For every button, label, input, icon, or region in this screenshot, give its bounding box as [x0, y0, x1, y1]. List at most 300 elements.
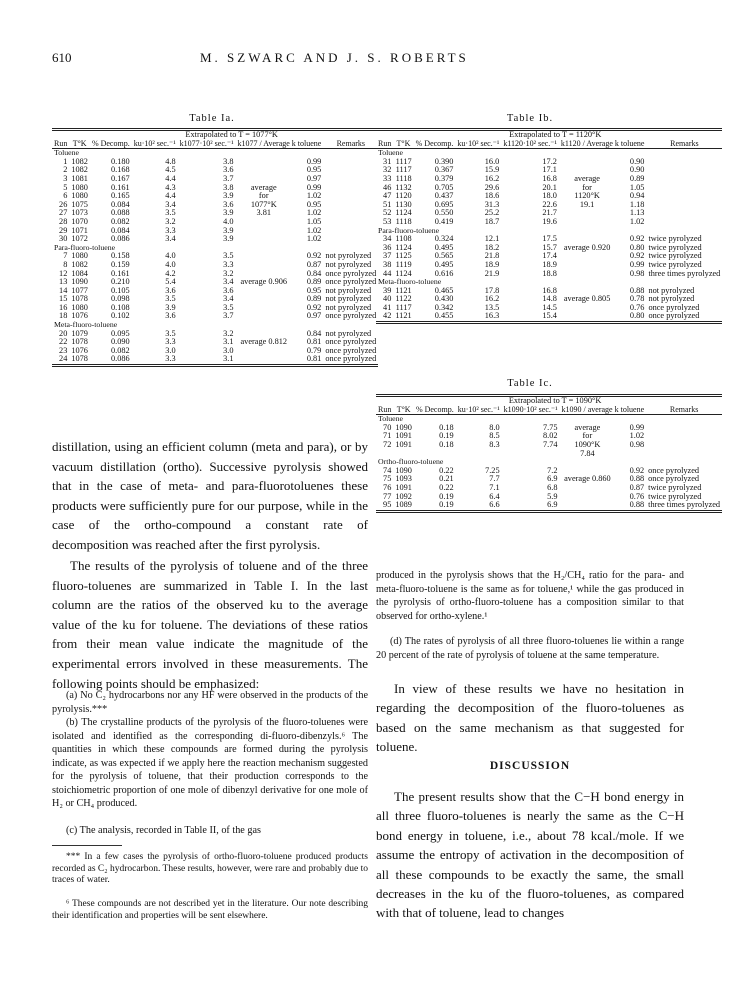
cell: 0.495: [434, 259, 454, 269]
cell: 1.05: [306, 216, 322, 226]
cell: 19.1: [579, 199, 595, 209]
cell: 0.99: [306, 182, 322, 192]
cell: 0.81: [306, 337, 322, 347]
cell: for: [582, 182, 592, 192]
cell: 1118: [395, 216, 412, 226]
cell: [323, 192, 378, 201]
cell: average: [574, 173, 600, 183]
rule-cell: [52, 366, 378, 368]
cell: once pyrolyzed: [648, 474, 700, 484]
cell: 3.5: [223, 302, 234, 312]
cell: 15.4: [542, 311, 557, 321]
column-header: k1077 / Average k toluene: [237, 138, 322, 148]
cell: 0.97: [306, 311, 322, 321]
cell: not pyrolyzed: [325, 251, 372, 261]
table_ia-grid: [52, 128, 378, 367]
cell: 0.80: [629, 242, 645, 252]
cell: 7.84: [580, 448, 595, 458]
cell: 1080: [71, 251, 88, 261]
cell: 0.495: [434, 242, 454, 252]
cell: 3.4: [165, 234, 176, 244]
cell: 1080: [71, 302, 88, 312]
cell: 0.84: [306, 268, 322, 278]
cell: 0.102: [111, 311, 130, 321]
cell: 0.082: [111, 345, 130, 355]
cell: [323, 158, 378, 167]
cell: 0.19: [439, 431, 454, 441]
cell: [236, 287, 293, 296]
cell: 0.88: [629, 500, 645, 510]
cell: 1108: [395, 234, 412, 244]
cell: 1077: [71, 285, 88, 295]
cell: once pyrolyzed: [325, 337, 377, 347]
cell: 1078: [71, 354, 88, 364]
cell: 18.6: [484, 191, 500, 201]
cell: 13: [59, 277, 68, 287]
cell: 1119: [395, 259, 412, 269]
extrap-label: Extrapolated to T = 1077°K: [185, 130, 278, 139]
cell: 0.086: [111, 354, 130, 364]
group-average: average 0.920: [563, 242, 611, 252]
cell: 1072: [71, 234, 88, 244]
cell: 18.2: [484, 242, 500, 252]
cell: 18.9: [542, 259, 557, 269]
cell: 6.6: [489, 500, 500, 510]
column-header: k1090 / average k toluene: [561, 404, 645, 414]
cell: not pyrolyzed: [325, 285, 372, 295]
cell: 52: [383, 208, 392, 218]
table-row: [52, 355, 378, 365]
cell: not pyrolyzed: [325, 302, 372, 312]
cell: 3.2: [223, 328, 234, 338]
cell: 0.098: [111, 294, 130, 304]
cell: [236, 312, 293, 321]
table-row: [376, 312, 722, 322]
cell: 1117: [395, 165, 412, 175]
cell: [559, 158, 615, 167]
point-d: (d) The rates of pyrolysis of all three fluoro-toluenes lie within a range 20 percent of the rate of pyrolysis of toluene at the same temperature.: [376, 636, 684, 661]
cell: 32: [383, 165, 392, 175]
cell: 21.7: [542, 208, 557, 218]
cell: 0.19: [439, 500, 454, 510]
cell: 0.168: [111, 165, 130, 175]
cell: [236, 218, 293, 227]
cell: 0.22: [439, 465, 454, 475]
cell: 3.3: [223, 259, 234, 269]
cell: 0.088: [111, 208, 130, 218]
cell: 70: [383, 422, 392, 432]
cell: 0.76: [629, 491, 645, 501]
cell: 25.2: [484, 208, 500, 218]
cell: 0.082: [111, 216, 130, 226]
cell: for: [258, 191, 269, 201]
cell: [323, 166, 378, 175]
table_ic-grid: [376, 394, 722, 513]
cell: 4.4: [165, 173, 176, 183]
paragraph-method: distillation, using an efficient column (meta and para), or by vacuum distillation (ortho). Successive pyrolysis showed that in the case of meta- and para-fluorotoluenes these products were sufficiently pure for our purpose, while in the case of the ortho-compound a constant rate of decomposition was reached after the first pyrolysis.: [52, 439, 368, 552]
cell: 1124: [395, 268, 412, 278]
cell: 19.6: [542, 216, 557, 226]
table-row: [376, 501, 722, 511]
cell: 14: [59, 285, 68, 295]
cell: 1070: [71, 216, 88, 226]
cell: 12.1: [484, 234, 500, 244]
table-row: [52, 192, 378, 201]
cell: 1079: [71, 328, 88, 338]
cell: 36: [383, 242, 392, 252]
table-ia: [52, 128, 377, 367]
cell: 1120: [395, 191, 412, 201]
cell: 12: [59, 268, 68, 278]
cell: 8.0: [489, 422, 500, 432]
cell: not pyrolyzed: [325, 294, 372, 304]
cell: 95: [383, 500, 392, 510]
cell: 0.342: [434, 302, 454, 312]
cell: 7.75: [542, 422, 558, 432]
cell: 18.0: [542, 191, 557, 201]
cell: 5.9: [547, 491, 558, 501]
cell: 0.22: [439, 482, 454, 492]
cell: 0.324: [434, 234, 454, 244]
cell: 37: [383, 251, 392, 261]
cell: 1090: [71, 277, 88, 287]
cell: 14.5: [542, 302, 557, 312]
cell: 0.108: [111, 302, 130, 312]
cell: 3.9: [165, 302, 176, 312]
page-number: 610: [52, 50, 72, 65]
cell: 4.0: [165, 259, 176, 269]
cell: 18: [59, 311, 68, 321]
cell: 51: [383, 199, 392, 209]
cell: 40: [383, 294, 392, 304]
discussion-heading: DISCUSSION: [489, 760, 571, 772]
cell: [236, 227, 293, 236]
cell: 0.084: [111, 225, 130, 235]
cell: twice pyrolyzed: [648, 491, 702, 501]
cell: [236, 304, 293, 313]
bottom-rule: [376, 323, 722, 325]
cell: 1081: [71, 173, 88, 183]
cell: 17.8: [484, 285, 500, 295]
cell: 42: [383, 311, 392, 321]
cell: 6.8: [547, 482, 558, 492]
header-row: [376, 140, 722, 149]
cell: [646, 192, 722, 201]
cell: 1118: [395, 173, 412, 183]
cell: 7.2: [547, 465, 558, 475]
cell: 47: [383, 191, 392, 201]
cell: 17.5: [542, 234, 557, 244]
cell: 0.79: [306, 345, 322, 355]
cell: 0.88: [629, 474, 645, 484]
cell: 0.87: [629, 482, 645, 492]
cell: 1132: [395, 182, 412, 192]
cell: 18.7: [484, 216, 500, 226]
cell: 1082: [71, 156, 88, 166]
cell: 1124: [395, 208, 412, 218]
cell: 1090°K: [574, 439, 601, 449]
cell: 17.4: [542, 251, 557, 261]
cell: [236, 158, 293, 167]
cell: 0.99: [629, 259, 645, 269]
cell: twice pyrolyzed: [648, 482, 702, 492]
cell: 0.92: [306, 251, 322, 261]
cell: 1076: [71, 311, 88, 321]
cell: 8.5: [489, 431, 500, 441]
cell: 0.95: [306, 199, 322, 209]
bottom-rule: [52, 366, 378, 368]
cell: 1.02: [629, 431, 645, 441]
cell: once pyrolyzed: [325, 311, 377, 321]
cell: 2: [63, 165, 68, 175]
cell: [646, 184, 722, 193]
cell: 6.9: [547, 500, 558, 510]
point-a: (a) No C₂ hydrocarbons nor any HF were observed in the products of the pyrolysis.***: [52, 690, 368, 715]
cell: [236, 166, 293, 175]
cell: 46: [383, 182, 392, 192]
cell: 1125: [395, 251, 412, 261]
cell: 3.6: [223, 165, 234, 175]
cell: 0.94: [629, 191, 645, 201]
cell: [646, 209, 722, 218]
cell: 7.1: [489, 482, 500, 492]
cell: once pyrolyzed: [648, 311, 700, 321]
table-row: [52, 218, 378, 227]
cell: 27: [59, 208, 68, 218]
cell: 8: [63, 259, 68, 269]
footnote-6: ⁶ These compounds are not described yet in the literature. Our note describing their identification and properties will be sent elsewhere.: [52, 899, 368, 921]
cell: 1.05: [629, 182, 645, 192]
cell: [646, 450, 722, 459]
cell: [560, 493, 616, 502]
cell: 0.89: [306, 277, 322, 287]
cell: not pyrolyzed: [325, 328, 372, 338]
cell: 29: [59, 225, 68, 235]
cell: 1.02: [306, 208, 322, 218]
cell: 1091: [395, 439, 412, 449]
cell: [323, 201, 378, 210]
column-header: % Decomp.: [91, 138, 130, 148]
cell: 3.9: [223, 225, 234, 235]
cell: 26: [59, 199, 68, 209]
cell: 1121: [395, 311, 412, 321]
column-header: k1077·10² sec.⁻¹: [179, 138, 234, 148]
cell: 0.455: [434, 311, 454, 321]
cell: 1076: [71, 345, 88, 355]
cell: [236, 252, 293, 261]
table-row: [52, 158, 378, 167]
cell: 0.18: [439, 439, 454, 449]
cell: twice pyrolyzed: [648, 251, 702, 261]
cell: 0.18: [439, 422, 454, 432]
column-header: Remarks: [336, 138, 366, 148]
cell: 0.616: [434, 268, 454, 278]
cell: three times pyrolyzed: [648, 500, 721, 510]
cell: 20: [59, 328, 68, 338]
cell: [646, 218, 722, 227]
rule-cell: [376, 511, 722, 513]
cell: 0.161: [111, 268, 130, 278]
cell: [323, 184, 378, 193]
column-header: ku·10² sec.⁻¹: [457, 138, 500, 148]
cell: 1082: [71, 259, 88, 269]
cell: once pyrolyzed: [325, 268, 377, 278]
cell: [559, 312, 615, 322]
cell: 0.379: [434, 173, 454, 183]
cell: 0.78: [629, 294, 645, 304]
cell: 71: [383, 431, 392, 441]
cell: 38: [383, 259, 392, 269]
column-header: % Decomp.: [415, 138, 454, 148]
cell: [323, 218, 378, 227]
cell: 13.5: [484, 302, 500, 312]
cell: 0.167: [111, 173, 130, 183]
column-header: ku·10² sec.⁻¹: [457, 404, 500, 414]
cell: 41: [383, 302, 392, 312]
cell: 14.8: [542, 294, 557, 304]
cell: 0.390: [434, 156, 454, 166]
cell: [646, 432, 722, 441]
cell: 4.0: [223, 216, 234, 226]
cell: 3.6: [165, 311, 176, 321]
cell: [323, 175, 378, 184]
cell: 0.95: [306, 165, 322, 175]
cell: 0.465: [434, 285, 454, 295]
cell: 22: [59, 337, 68, 347]
cell: 0.419: [434, 216, 454, 226]
cell: 15: [59, 294, 68, 304]
paragraph-discussion: The present results show that the C−H bond energy in all three fluoro-toluenes is nearly the same as the C−H bond energy in toluene, i.e., about 78 kcal./mole. If we assume the entropy of activation in the decomposition of all these compounds to be exactly the same, the small decreases in the ku of the fluoro-toluenes, as compared with that of toluene, lead to changes: [376, 789, 684, 921]
cell: once pyrolyzed: [648, 302, 700, 312]
cell: 34: [383, 234, 392, 244]
cell: 3.81: [256, 208, 272, 218]
running-head: M. SZWARC AND J. S. ROBERTS: [200, 50, 469, 65]
cell: 0.99: [629, 422, 645, 432]
cell: 1089: [395, 500, 412, 510]
group-name: Meta-fluoro-toluene: [54, 320, 118, 330]
column-header: T°K: [72, 138, 87, 148]
cell: 3.2: [165, 216, 176, 226]
cell: 16.8: [542, 285, 557, 295]
cell: 20.1: [542, 182, 557, 192]
footnote-rule: [52, 845, 122, 846]
cell: 0.98: [629, 268, 645, 278]
cell: 3.3: [165, 225, 176, 235]
cell: 3.9: [223, 191, 234, 201]
cell: 1124: [395, 242, 412, 252]
cell: 3.6: [223, 199, 234, 209]
cell: for: [582, 431, 593, 441]
cell: 16: [59, 302, 68, 312]
cell: 8.02: [542, 431, 558, 441]
cell: 3.3: [165, 354, 176, 364]
cell: 7.74: [542, 439, 558, 449]
cell: 0.88: [629, 285, 645, 295]
cell: 16.2: [484, 173, 500, 183]
cell: 4.5: [165, 165, 176, 175]
point-c-start: (c) The analysis, recorded in Table II, of the gas: [66, 825, 261, 836]
group-name: Para-fluoro-toluene: [54, 242, 116, 252]
cell: 3.0: [223, 345, 234, 355]
point-c-cont: produced in the pyrolysis shows that the H₂/CH₄ ratio for the para- and meta-fluoro-toluene is the same as for toluene,¹ while the gas produced in the pyrolysis of ortho-fluoro-toluene has a composition similar to that observed for ortho-xylene.¹: [376, 570, 684, 622]
table-ib: [376, 128, 721, 324]
cell: 3.6: [223, 285, 234, 295]
cell: average: [250, 182, 277, 192]
column-header: k1120·10² sec.⁻¹: [503, 138, 557, 148]
cell: 0.84: [306, 328, 322, 338]
cell: 0.92: [629, 234, 645, 244]
cell: 1090: [395, 465, 412, 475]
cell: 31: [383, 156, 392, 166]
cell: 1090: [395, 422, 412, 432]
cell: [236, 347, 293, 356]
cell: 29.6: [484, 182, 500, 192]
cell: 4.3: [165, 182, 176, 192]
group-name: Para-fluoro-toluene: [378, 225, 440, 235]
cell: 6: [63, 191, 68, 201]
cell: [646, 166, 722, 175]
cell: 0.76: [629, 302, 645, 312]
cell: not pyrolyzed: [325, 259, 372, 269]
cell: 3.3: [165, 337, 176, 347]
table_ib-grid: [376, 128, 722, 324]
cell: three times pyrolyzed: [648, 268, 721, 278]
cell: 5.4: [165, 277, 176, 287]
cell: 6.4: [489, 491, 500, 501]
cell: 28: [59, 216, 68, 226]
cell: [323, 227, 378, 236]
cell: 0.97: [306, 173, 322, 183]
cell: 3.0: [165, 345, 176, 355]
cell: 3.8: [223, 182, 234, 192]
cell: [646, 424, 722, 433]
cell: 16.0: [484, 156, 500, 166]
cell: 75: [383, 474, 392, 484]
cell: twice pyrolyzed: [648, 242, 702, 252]
cell: 1130: [395, 199, 412, 209]
cell: 17.1: [542, 165, 557, 175]
cell: 1091: [395, 482, 412, 492]
cell: 0.95: [306, 285, 322, 295]
column-header: Run: [378, 404, 392, 414]
cell: 0.161: [111, 182, 130, 192]
cell: 21.8: [484, 251, 500, 261]
cell: [502, 450, 560, 459]
cell: [236, 235, 293, 244]
cell: 53: [383, 216, 392, 226]
table-row: [52, 175, 378, 184]
cell: [559, 304, 615, 313]
cell: 3.7: [223, 311, 234, 321]
cell: 3.8: [223, 156, 234, 166]
cell: 30: [59, 234, 68, 244]
cell: 7: [63, 251, 68, 261]
cell: 4.4: [165, 191, 176, 201]
cell: 1117: [395, 302, 412, 312]
cell: 1091: [395, 431, 412, 441]
cell: 0.21: [439, 474, 454, 484]
table-row: [376, 441, 722, 450]
cell: 1: [63, 156, 68, 166]
paragraph-conclusion: In view of these results we have no hesitation in regarding the decomposition of the fluoro-toluenes as based on the same mechanism as that suggested for toluene.: [376, 681, 684, 755]
cell: 18.8: [542, 268, 557, 278]
cell: 1.02: [306, 191, 322, 201]
footnote-ortho: *** In a few cases the pyrolysis of ortho-fluoro-toluene produced products recorded as C₂ hydrocarbon. These results, however, were rare and probably due to traces of water.: [52, 852, 368, 885]
cell: 0.105: [111, 285, 130, 295]
column-header: ku·10² sec.⁻¹: [133, 138, 176, 148]
group-name: Ortho-fluoro-toluene: [378, 457, 444, 467]
cell: 6.9: [547, 474, 558, 484]
